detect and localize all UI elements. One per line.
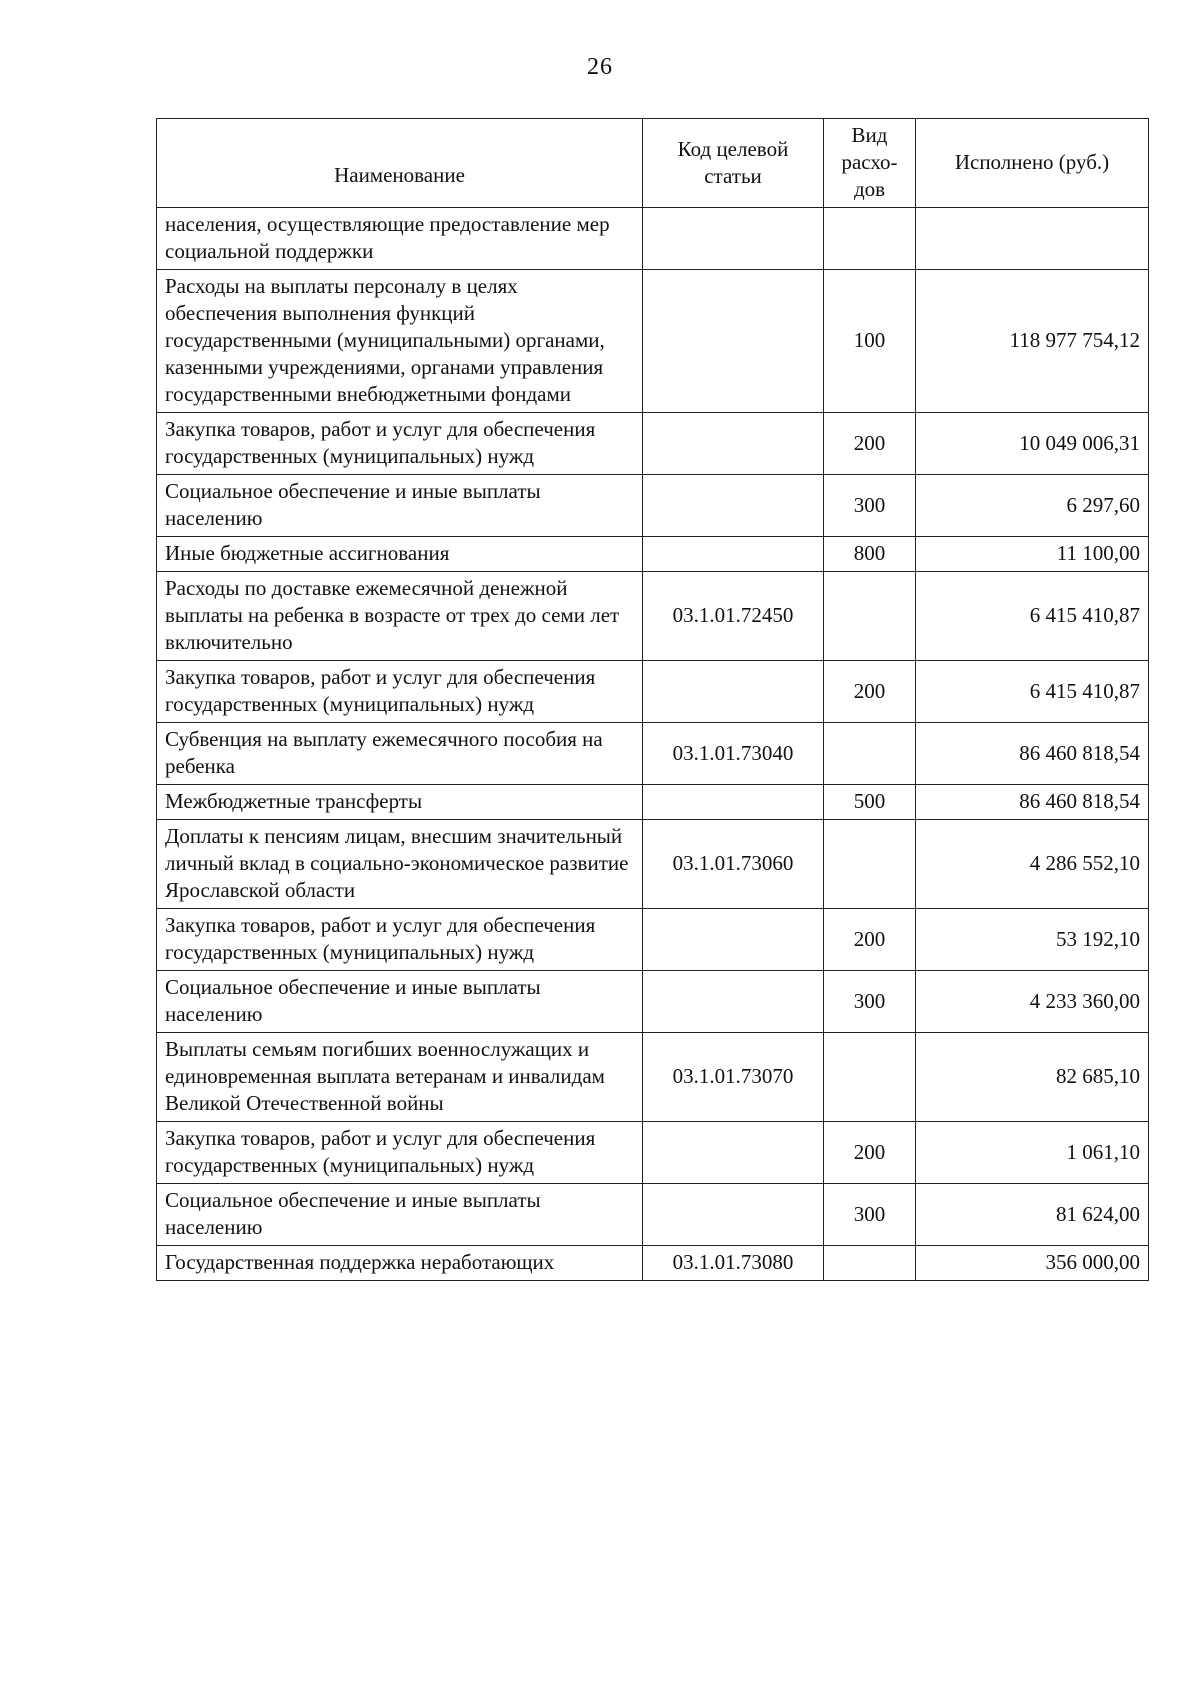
row-code (643, 475, 824, 537)
row-sum: 11 100,00 (916, 537, 1149, 572)
row-code (643, 909, 824, 971)
row-sum: 82 685,10 (916, 1033, 1149, 1122)
row-code (643, 1184, 824, 1246)
row-code (643, 413, 824, 475)
row-sum: 10 049 006,31 (916, 413, 1149, 475)
row-kind: 200 (824, 413, 916, 475)
row-sum: 53 192,10 (916, 909, 1149, 971)
table-row (157, 475, 1149, 537)
table-row (157, 1033, 1149, 1122)
row-name: Иные бюджетные ассигнования (157, 537, 643, 572)
row-name: Закупка товаров, работ и услуг для обеспечения государственных (муниципальных) нужд (157, 661, 643, 723)
table-row (157, 909, 1149, 971)
table-row (157, 413, 1149, 475)
row-name: Межбюджетные трансферты (157, 785, 643, 820)
row-kind: 300 (824, 971, 916, 1033)
row-code (643, 208, 824, 270)
row-code (643, 270, 824, 413)
row-kind: 200 (824, 909, 916, 971)
row-code (643, 1122, 824, 1184)
row-sum: 81 624,00 (916, 1184, 1149, 1246)
row-kind: 200 (824, 1122, 916, 1184)
table-row (157, 1122, 1149, 1184)
row-code: 03.1.01.72450 (643, 572, 824, 661)
row-kind (824, 208, 916, 270)
row-sum: 6 415 410,87 (916, 661, 1149, 723)
row-sum: 6 297,60 (916, 475, 1149, 537)
row-name: населения, осуществляющие предоставление мер социальной поддержки (157, 208, 643, 270)
table-row (157, 820, 1149, 909)
row-sum: 4 286 552,10 (916, 820, 1149, 909)
row-name: Закупка товаров, работ и услуг для обеспечения государственных (муниципальных) нужд (157, 909, 643, 971)
row-name: Государственная поддержка неработающих (157, 1246, 643, 1281)
row-name: Закупка товаров, работ и услуг для обеспечения государственных (муниципальных) нужд (157, 413, 643, 475)
row-sum: 356 000,00 (916, 1246, 1149, 1281)
row-kind: 800 (824, 537, 916, 572)
row-name: Закупка товаров, работ и услуг для обеспечения государственных (муниципальных) нужд (157, 1122, 643, 1184)
row-name: Расходы по доставке ежемесячной денежной выплаты на ребенка в возрасте от трех до семи лет включительно (157, 572, 643, 661)
table-row (157, 270, 1149, 413)
row-code (643, 537, 824, 572)
table-row (157, 572, 1149, 661)
row-name: Доплаты к пенсиям лицам, внесшим значительный личный вклад в социально-экономическое развитие Ярославской области (157, 820, 643, 909)
row-code: 03.1.01.73060 (643, 820, 824, 909)
row-sum: 86 460 818,54 (916, 785, 1149, 820)
row-code: 03.1.01.73040 (643, 723, 824, 785)
row-kind (824, 723, 916, 785)
table-body (157, 208, 1149, 1281)
row-name: Выплаты семьям погибших военнослужащих и единовременная выплата ветеранам и инвалидам Великой Отечественной войны (157, 1033, 643, 1122)
row-sum: 118 977 754,12 (916, 270, 1149, 413)
table-row (157, 971, 1149, 1033)
row-sum: 1 061,10 (916, 1122, 1149, 1184)
row-sum: 4 233 360,00 (916, 971, 1149, 1033)
row-code (643, 661, 824, 723)
row-kind (824, 1033, 916, 1122)
page-number: 26 (587, 54, 613, 80)
table-row (157, 1246, 1149, 1281)
row-code (643, 785, 824, 820)
row-name: Социальное обеспечение и иные выплаты населению (157, 475, 643, 537)
budget-execution-table (156, 118, 1149, 1281)
row-code: 03.1.01.73070 (643, 1033, 824, 1122)
table-row (157, 537, 1149, 572)
row-sum: 86 460 818,54 (916, 723, 1149, 785)
row-kind (824, 572, 916, 661)
table-row (157, 723, 1149, 785)
row-kind: 200 (824, 661, 916, 723)
header-name: Наименование (157, 119, 643, 208)
header-kind: Вид расхо-дов (824, 119, 916, 208)
table-row (157, 661, 1149, 723)
row-name: Социальное обеспечение и иные выплаты населению (157, 1184, 643, 1246)
header-sum: Исполнено (руб.) (916, 119, 1149, 208)
table-header-row (157, 119, 1149, 208)
table-row (157, 208, 1149, 270)
row-kind: 300 (824, 1184, 916, 1246)
row-code (643, 971, 824, 1033)
row-kind: 500 (824, 785, 916, 820)
row-sum: 6 415 410,87 (916, 572, 1149, 661)
row-name: Социальное обеспечение и иные выплаты населению (157, 971, 643, 1033)
row-kind: 300 (824, 475, 916, 537)
table-row (157, 1184, 1149, 1246)
row-kind (824, 1246, 916, 1281)
header-code: Код целевой статьи (643, 119, 824, 208)
table-row (157, 785, 1149, 820)
row-kind (824, 820, 916, 909)
row-name: Расходы на выплаты персоналу в целях обеспечения выполнения функций государственными (муниципальными) органами, казенными учреждениями, органами управления государственными внебюджетными фондами (157, 270, 643, 413)
row-name: Субвенция на выплату ежемесячного пособия на ребенка (157, 723, 643, 785)
row-sum (916, 208, 1149, 270)
row-kind: 100 (824, 270, 916, 413)
row-code: 03.1.01.73080 (643, 1246, 824, 1281)
